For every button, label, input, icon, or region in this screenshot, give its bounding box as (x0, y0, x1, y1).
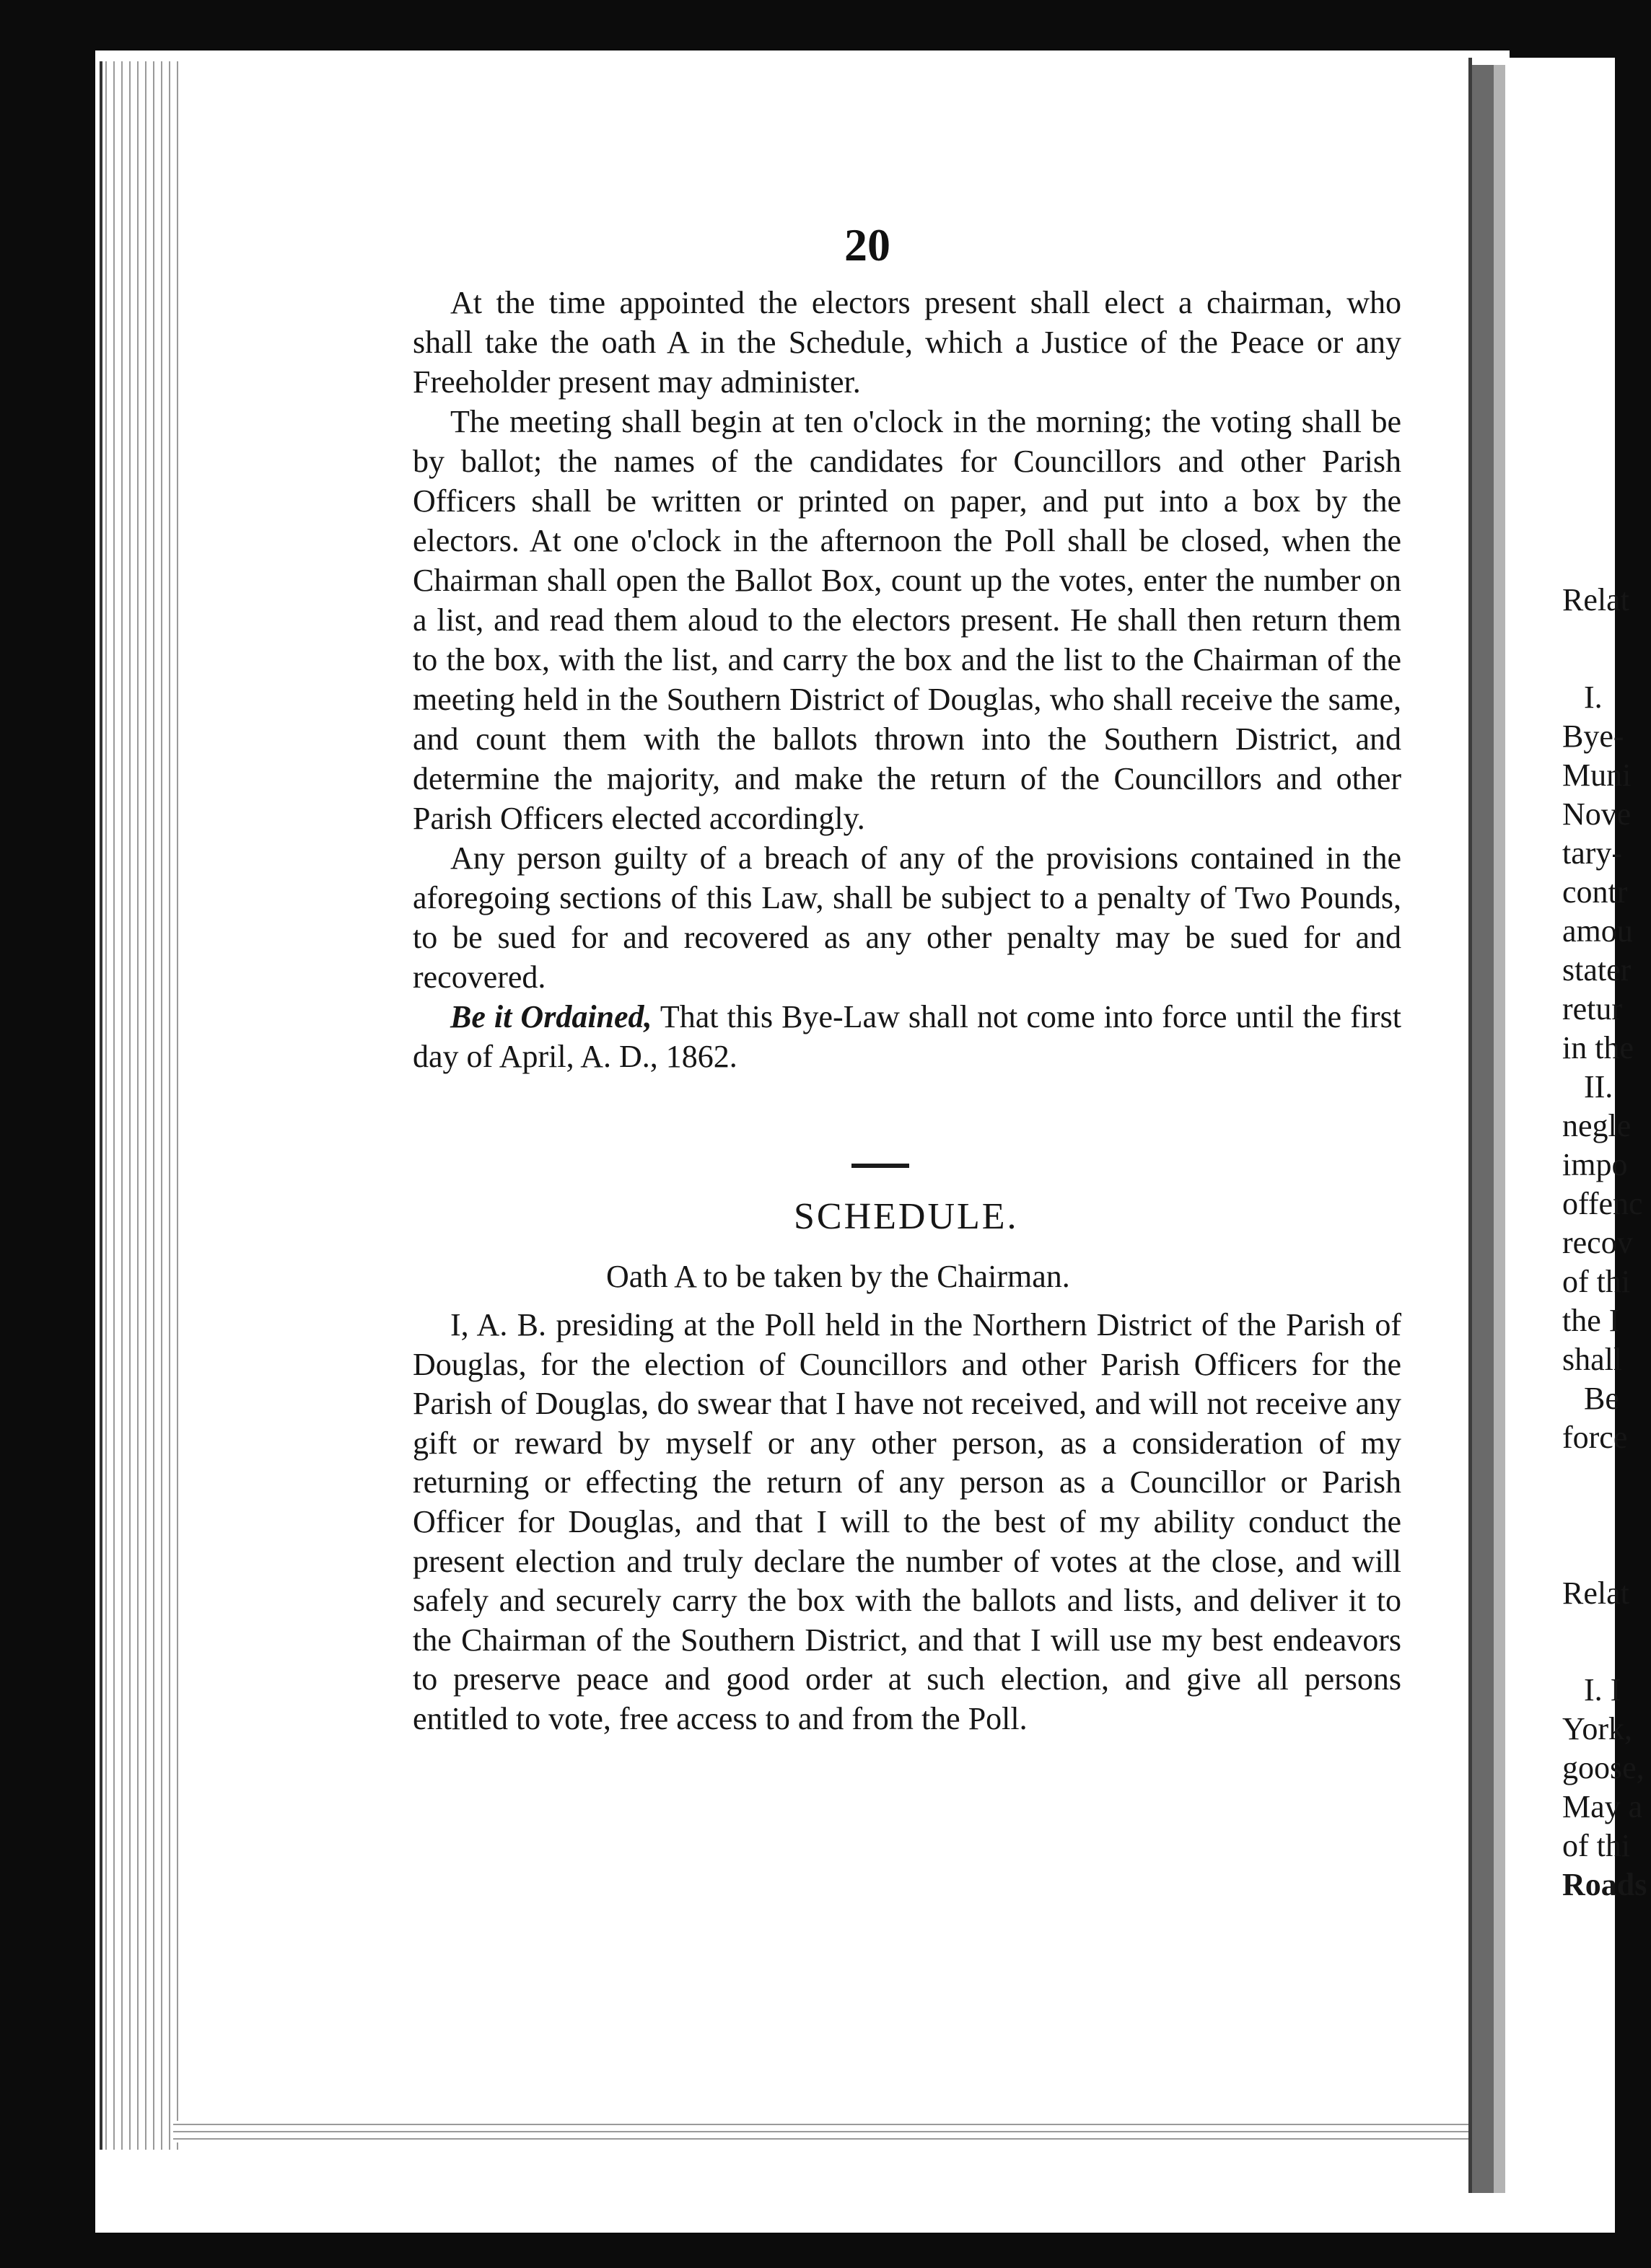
facing-page-fragment (1562, 0, 1651, 2268)
facing-line: I. (1584, 680, 1603, 715)
section-separator (851, 1164, 909, 1168)
scan-border-top (0, 0, 1651, 58)
facing-line: May a (1562, 1789, 1643, 1824)
paragraph-penalty: Any person guilty of a breach of any of the provisions contained in the aforegoing sections of this Law, shall be subject to a penalty of Two Pounds, to be sued for and recovered as any other penalty may be sued for and recovered. (413, 840, 1401, 995)
facing-line: II. (1584, 1069, 1613, 1104)
facing-line: I. I (1584, 1672, 1621, 1707)
facing-line: recov (1562, 1225, 1633, 1260)
facing-line: the I (1562, 1303, 1620, 1338)
facing-line: force (1562, 1420, 1628, 1455)
facing-line: Bye- (1562, 718, 1624, 754)
scan-border-left (0, 0, 95, 2268)
facing-line: contr (1562, 874, 1628, 910)
facing-line: of thi (1562, 1264, 1631, 1299)
oath-heading: Oath A to be taken by the Chairman. (606, 1259, 1070, 1294)
facing-line: shall (1562, 1342, 1623, 1377)
paragraph-ordained (413, 997, 1401, 1076)
paragraph-chairman: At the time appointed the electors present shall elect a chairman, who shall take the oath A in the Schedule, which a Justice of the Peace or any Freeholder present may administer. (413, 285, 1401, 400)
main-body-text (413, 283, 1401, 1076)
facing-line: Nove (1562, 796, 1632, 832)
facing-line: stater (1562, 952, 1632, 988)
ordained-rest: That this Bye-Law shall not come into force until the first day of April, A. D., 1862. (413, 999, 1401, 1074)
facing-line: in the (1562, 1030, 1634, 1065)
facing-line: amou (1562, 913, 1633, 949)
ordained-phrase: Be it Ordained, (450, 999, 652, 1034)
page-edges (100, 61, 182, 2150)
facing-line: impo (1562, 1147, 1628, 1182)
schedule-heading: SCHEDULE. (794, 1196, 1019, 1237)
facing-line: retur (1562, 991, 1623, 1027)
facing-line: tary- (1562, 835, 1623, 871)
paragraph-meeting: The meeting shall begin at ten o'clock in the morning; the voting shall be by ballot; the names of the candidates for Councillors and other Parish Officers shall be written or printed on paper, and put into a box by the electors. At one o'clock in the afternoon the Poll shall be closed, when the Chairman shall open the Ballot Box, count up the votes, enter the number on a list, and read them aloud to the electors present. He shall then return them to the box, with the list, and carry the box and the list to the Chairman of the meeting held in the Southern District of Douglas, who shall receive the same, and count them with the ballots thrown into the Southern District, and determine the majority, and make the return of the Councillors and other Parish Officers elected accordingly. (413, 404, 1401, 836)
gutter-shadow (1472, 65, 1494, 2193)
oath-text: I, A. B. presiding at the Poll held in the Northern District of the Parish of Douglas, for the election of Councillors and other Parish Officers for the Parish of Douglas, do swear that I have not received, and will not receive any gift or reward by myself or any other person, as a consideration of my returning or effecting the return of any person as a Councillor or Parish Officer for Douglas, and that I will to the best of my ability conduct the present election and truly declare the number of votes at the close, and will safely and securely carry the box with the ballots and lists, and deliver it to the Chairman of the Southern District, and that I will use my best endeavors to preserve peace and good order at such election, and give all persons entitled to vote, free access to and from the Poll. (413, 1307, 1401, 1736)
facing-line: Muni (1562, 757, 1632, 793)
scan-border-bottom (0, 2233, 1651, 2268)
facing-line: negle (1562, 1108, 1632, 1143)
facing-line: Relat (1562, 1575, 1629, 1611)
facing-line: Roads (1562, 1867, 1647, 1902)
facing-line: goose, (1562, 1750, 1645, 1785)
facing-line: offenc (1562, 1186, 1643, 1221)
facing-line: Relat (1562, 582, 1629, 617)
facing-line: Be (1584, 1381, 1619, 1416)
facing-line: York, (1562, 1711, 1633, 1746)
gutter-shadow-edge (1494, 65, 1505, 2193)
page-edges-bottom (173, 2121, 1472, 2142)
page-number: 20 (844, 219, 890, 271)
facing-line: of thi (1562, 1828, 1631, 1863)
gutter-line (1468, 58, 1472, 2193)
